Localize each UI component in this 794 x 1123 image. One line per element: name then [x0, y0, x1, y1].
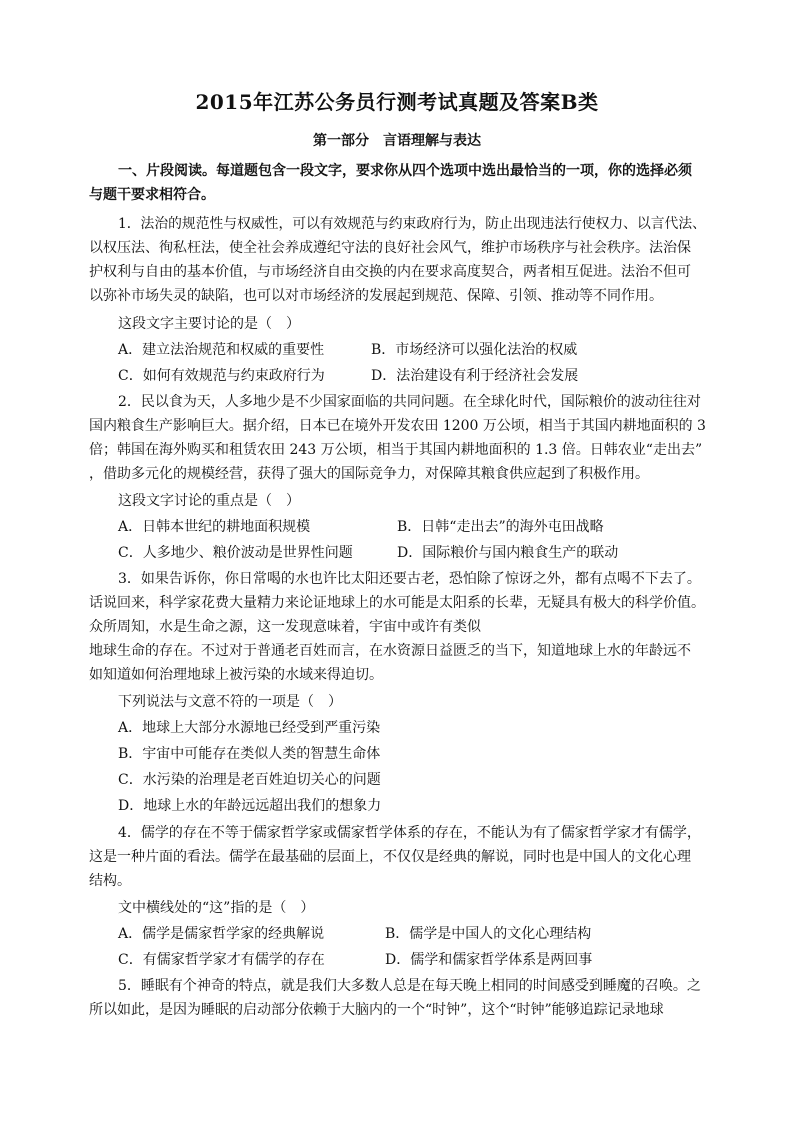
passage-line: 这是一种片面的看法。儒学在最基础的层面上，不仅仅是经典的解说，同时也是中国人的文化心理 [89, 849, 691, 865]
option-b: B．儒学是中国人的文化心理结构 [385, 926, 592, 942]
option-b: B．日韩“走出去”的海外屯田战略 [397, 519, 604, 535]
passage-line: 以弥补市场失灵的缺陷，也可以对市场经济的发展起到规范、保障、引领、推动等不同作用。 [89, 288, 663, 304]
passage-line: 如知道如何治理地球上被污染的水域来得迫切。 [89, 667, 383, 683]
passage-line: 地球生命的存在。不过对于普通老百姓而言，在水资源日益匮乏的当下，知道地球上水的年龄远不 [89, 643, 691, 659]
passage-line: 5．睡眠有个神奇的特点，就是我们大多数人总是在每天晚上相同的时间感受到睡魔的召唤。之 [118, 978, 701, 994]
passage-line: 国内粮食生产影响巨大。据介绍，日本已在境外开发农田 1200 万公顷，相当于其国内耕地面积的 3 [89, 418, 706, 434]
option-b: B．宇宙中可能存在类似人类的智慧生命体 [118, 746, 381, 762]
option-a: A．地球上大部分水源地已经受到严重污染 [118, 720, 381, 736]
passage-line: 2．民以食为天，人多地少是不少国家面临的共同问题。在全球化时代，国际粮价的波动往往对 [118, 394, 701, 410]
option-d: D．地球上水的年龄远远超出我们的想象力 [118, 798, 382, 814]
option-c: C．人多地少、粮价波动是世界性问题 [118, 545, 353, 561]
option-c: C．如何有效规范与约束政府行为 [118, 368, 325, 384]
document-title: 2015年江苏公务员行测考试真题及答案B类 [195, 90, 599, 114]
section-instruction: 一、片段阅读。每道题包含一段文字，要求你从四个选项中选出最恰当的一项，你的选择必须 [118, 163, 692, 179]
option-b: B．市场经济可以强化法治的权威 [371, 342, 578, 358]
option-d: D．儒学和儒家哲学体系是两回事 [385, 952, 593, 968]
passage-line: 以权压法、徇私枉法，使全社会养成遵纪守法的良好社会风气，维护市场秩序与社会秩序。法治保 [89, 240, 691, 256]
option-a: A．儒学是儒家哲学家的经典解说 [118, 926, 325, 942]
passage-line: ，借助多元化的规模经营，获得了强大的国际竞争力，对保障其粮食供应起到了积极作用。 [89, 466, 649, 482]
passage-line: 护权利与自由的基本价值，与市场经济自由交换的内在要求高度契合，两者相互促进。法治不但可 [89, 264, 691, 280]
passage-line: 所以如此，是因为睡眠的启动部分依赖于大脑内的一个“时钟”，这个“时钟”能够追踪记录地球 [89, 1002, 664, 1018]
option-d: D．法治建设有利于经济社会发展 [371, 368, 579, 384]
option-a: A．日韩本世纪的耕地面积规模 [118, 519, 311, 535]
passage-line: 倍；韩国在海外购买和租赁农田 243 万公顷，相当于其国内耕地面积的 1.3 倍。日韩农业“走出去” [89, 442, 703, 458]
question-stem: 这段文字讨论的重点是（ ） [118, 493, 300, 509]
option-a: A．建立法治规范和权威的重要性 [118, 342, 325, 358]
passage-line: 话说回来，科学家花费大量精力来论证地球上的水可能是太阳系的长辈，无疑具有极大的科学价值。 [89, 595, 705, 611]
question-stem: 这段文字主要讨论的是（ ） [118, 316, 300, 332]
passage-line: 3．如果告诉你，你日常喝的水也许比太阳还要古老，恐怕除了惊讶之外，都有点喝不下去了。 [118, 571, 701, 587]
passage-line: 4．儒学的存在不等于儒家哲学家或儒家哲学体系的存在，不能认为有了儒家哲学家才有儒学， [118, 825, 701, 841]
part-heading: 第一部分 言语理解与表达 [313, 133, 481, 149]
section-instruction: 与题干要求相符合。 [89, 187, 215, 203]
passage-line: 1．法治的规范性与权威性，可以有效规范与约束政府行为，防止出现违法行使权力、以言代法、 [118, 216, 706, 232]
option-c: C．有儒家哲学家才有儒学的存在 [118, 952, 325, 968]
passage-line: 众所周知，水是生命之源，这一发现意味着，宇宙中或许有类似 [89, 619, 481, 635]
passage-line: 结构。 [89, 873, 131, 889]
option-c: C．水污染的治理是老百姓迫切关心的问题 [118, 772, 381, 788]
question-stem: 下列说法与文意不符的一项是（ ） [118, 694, 342, 710]
option-d: D．国际粮价与国内粮食生产的联动 [397, 545, 619, 561]
question-stem: 文中横线处的“这”指的是（ ） [118, 900, 315, 916]
